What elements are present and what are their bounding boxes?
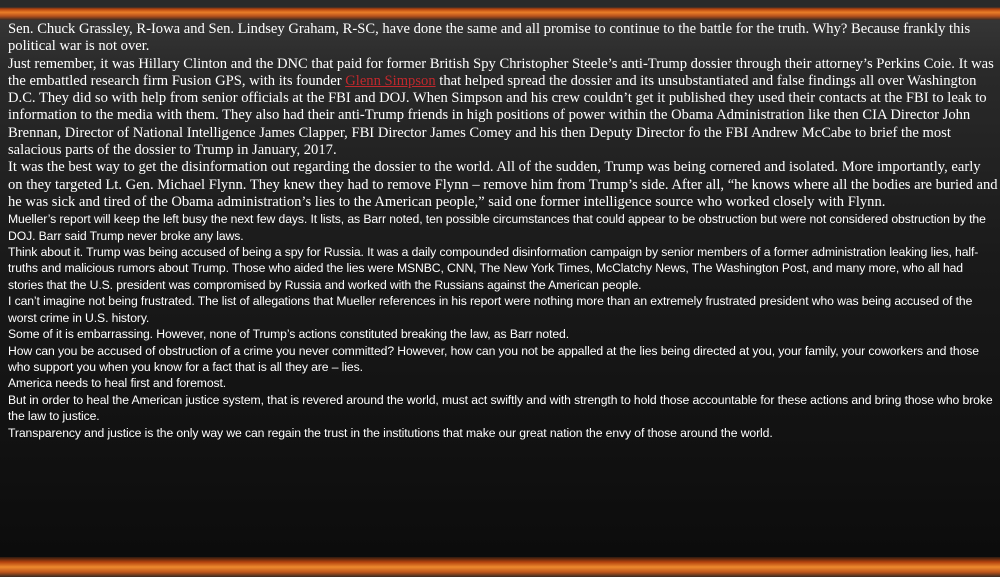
- paragraph-embarrassing: Some of it is embarrassing. However, none of Trump’s actions constituted breaking the law, as Barr noted.: [8, 327, 570, 342]
- paragraph-justice-system: But in order to heal the American justice system, that is revered around the world, must act swiftly and with strength to hold those accountable for these actions and bring those who broke the law to justice.: [8, 392, 993, 424]
- paragraph-grassley-graham: Sen. Chuck Grassley, R-Iowa and Sen. Lindsey Graham, R-SC, have done the same and all promise to continue to the battle for the truth. Why? Because frankly this political war is not over.: [8, 21, 971, 55]
- paragraph-mueller-report: Mueller’s report will keep the left busy the next few days. It lists, as Barr noted, ten possible circumstances that could appear to be obstruction but were not considered obstruction by the DOJ. Barr said Trump never broke any laws.: [8, 212, 986, 243]
- top-accent-bar: [0, 0, 1000, 20]
- article-body: [8, 21, 998, 441]
- bottom-accent-bar: [0, 557, 1000, 577]
- paragraph-obstruction: How can you be accused of obstruction of a crime you never committed? However, how can you not be appalled at the lies being directed at you, your family, your coworkers and those who support you when you know for a fact that is all they are – lies.: [8, 343, 979, 374]
- dossier-text-after: that helped spread the dossier and its unsubstantiated and false findings all over Washington D.C. They did so with help from senior officials at the FBI and DOJ. When Simpson and his crew couldn’t get it published they used their contacts at the FBI to leak to information to the media with them. They also had their anti-Trump friends in high positions of power within the Obama Administration like then CIA Director John Brennan, Director of National Intelligence James Clapper, FBI Director James Comey and his then Deputy Director fo the FBI Andrew McCabe to brief the most salacious parts of the dossier to Trump in January, 2017.: [8, 72, 987, 159]
- paragraph-dossier: [8, 56, 998, 160]
- dossier-text-before: Just remember, it was Hillary Clinton and the DNC that paid for former British Spy Christopher Steele’s anti-Trump dossier through their attorney’s Perkins Coie. It was the embattled research firm Fusion GPS, with its founder: [8, 55, 994, 89]
- paragraph-think-about-it: Think about it. Trump was being accused of being a spy for Russia. It was a daily compounded disinformation campaign by senior members of a former administration leaking lies, half-truths and malicious rumors about Trump. Those who aided the lies were MSNBC, CNN, The New York Times, McClatchy News, The Washington Post, and many more, who all had stories that the U.S. president was compromised by Russia and worked with the Russians against the American people.: [8, 245, 979, 292]
- glenn-simpson-link[interactable]: Glenn Simpson: [345, 72, 436, 89]
- sans-section: [8, 211, 998, 441]
- paragraph-frustrated: I can’t imagine not being frustrated. The list of allegations that Mueller references in his report were nothing more than an extremely frustrated president who was being accused of the worst crime in U.S. history.: [8, 294, 973, 325]
- paragraph-disinformation: It was the best way to get the disinformation out regarding the dossier to the world. All of the sudden, Trump was being cornered and isolated. More importantly, early on they targeted Lt. Gen. Michael Flynn. They knew they had to remove Flynn – remove him from Trump’s side. After all, “he knows where all the bodies are buried and he was sick and tired of the Obama administration’s lies to the American people,” said one former intelligence source who worked closely with Flynn.: [8, 159, 998, 210]
- serif-section: [8, 21, 998, 211]
- paragraph-heal: America needs to heal first and foremost.: [8, 376, 227, 391]
- paragraph-transparency: Transparency and justice is the only way we can regain the trust in the institutions that make our great nation the envy of those around the world.: [8, 425, 773, 440]
